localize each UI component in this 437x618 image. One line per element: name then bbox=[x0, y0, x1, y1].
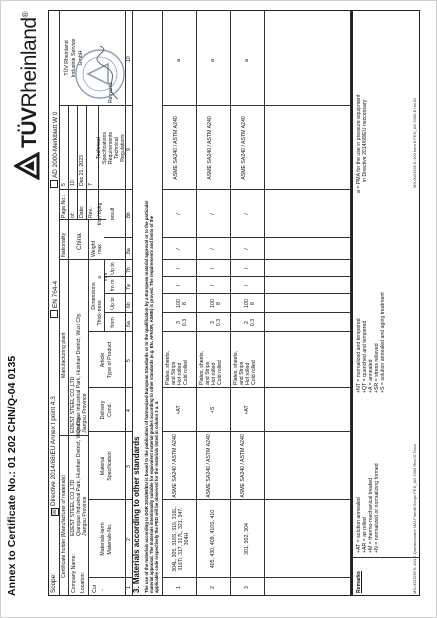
row1-spec: ASME SA240 / ASTM A240 bbox=[172, 434, 178, 498]
colnum-2: 2 bbox=[126, 538, 132, 541]
row1-from2: 0.3 bbox=[182, 318, 188, 327]
legend-col1-1: +AR = as rolled bbox=[362, 517, 368, 553]
tuv-stamp-icon bbox=[70, 44, 130, 104]
colnum-3: 3 bbox=[126, 465, 132, 468]
col-spec2: Specification bbox=[107, 451, 113, 481]
company-label: Company Name: bbox=[71, 554, 77, 593]
row2-article4: Cold rolled bbox=[217, 360, 223, 385]
col-tech1: Technical bbox=[96, 137, 102, 159]
row3-d3: / bbox=[244, 248, 250, 250]
col-materials-term: Materials-term bbox=[100, 522, 106, 556]
page-no-value: 5 bbox=[61, 183, 67, 186]
row3-article4: Cold rolled bbox=[251, 360, 257, 385]
checkbox-empty-icon bbox=[50, 180, 58, 188]
section3-text2: material appraisal. The materials intentionally suitable for equivalent material grades according to other standards (e.g. EN, AFNOR, ASME) is proved. The requirements and limits of the bbox=[149, 215, 154, 593]
row1-article3: Hot rolled bbox=[177, 362, 183, 385]
col-from-2: fro m bbox=[110, 279, 116, 292]
issuer-line2: Industrie Service bbox=[71, 38, 77, 78]
of-value: 10 bbox=[70, 180, 76, 186]
colnum-7a: 7a bbox=[126, 284, 132, 290]
checkbox-empty-icon bbox=[50, 310, 58, 318]
col-tech2: Specifications bbox=[102, 132, 108, 165]
row2-materials: 405, 430, 409, 410S, 410 bbox=[210, 509, 216, 569]
colnum-6a: 6a bbox=[126, 321, 132, 327]
plant-line2: Qianqiao Industrial Park, Huishan District, Wuxi City, bbox=[76, 312, 82, 433]
footer-right: MS-0031559 E-100 form 8 PED_AD 2000-E rev.02 bbox=[412, 97, 417, 188]
col-weight-unit: t/m / t/pkg bbox=[97, 202, 103, 226]
row1-d3: / bbox=[176, 248, 182, 250]
row1-upto1: 100 bbox=[176, 299, 182, 308]
row3-article1: Plates, sheets, bbox=[233, 350, 239, 385]
directive-text: Directive 2014/68/EU Annex I point 4.3 bbox=[50, 396, 57, 506]
row1-w: / bbox=[176, 213, 182, 215]
holder-section-label: Certificate holder (Manufacturer of materials) bbox=[61, 475, 67, 578]
col-spec1: Material bbox=[100, 456, 106, 476]
row3-d2: / bbox=[244, 267, 250, 270]
en-text: EN 764-4 bbox=[52, 281, 59, 308]
date-label: Date: bbox=[79, 205, 85, 218]
row3-article3: Hot rolled bbox=[245, 362, 251, 385]
plant-label: Manufacturing plant bbox=[61, 332, 67, 378]
legend-col2-0: +NT = normalized and tempered bbox=[356, 318, 362, 393]
row2-article3: Hot rolled bbox=[211, 362, 217, 385]
row1-remark: a bbox=[176, 59, 182, 62]
section3-title: 3. Materials according to other standards bbox=[132, 436, 141, 593]
row2-d3: / bbox=[210, 248, 216, 250]
section3-text3: applicable code respectively the PED will be observed for the materials listed in column 3 a. 4. bbox=[154, 400, 159, 593]
row3-materials: 301, 302, 304 bbox=[244, 523, 250, 555]
row3-from1: 2 bbox=[244, 321, 250, 324]
row1-from1: 3 bbox=[176, 321, 182, 324]
colnum-8b: 8b bbox=[126, 212, 132, 218]
legend-col1-3: +N = normalized or normalizing formed bbox=[374, 463, 380, 553]
row2-remark: a bbox=[210, 59, 216, 62]
annex-title: Annex to Certificate No.: 01 202 CHN/Q-04 0135 bbox=[6, 355, 18, 596]
colnum-1: 1 bbox=[126, 586, 132, 589]
legend-col2-3: +SR = stress relieved bbox=[374, 343, 380, 393]
rev-label: Rev.: bbox=[88, 206, 94, 218]
row3-remark: a bbox=[244, 59, 250, 62]
row3-upto1: 100 bbox=[244, 299, 250, 308]
row2-upto1: 100 bbox=[210, 299, 216, 308]
issuer-line3: GmbH bbox=[78, 50, 84, 66]
rev-value: 7 bbox=[88, 183, 94, 186]
row3-upto2: 8 bbox=[250, 302, 256, 305]
row1-tech: ASME SA240 / ASTM A240 bbox=[173, 116, 179, 180]
col-article1: Article bbox=[100, 352, 106, 368]
footer-left: MS-0031559 E-10/LE-Questionnaire MAI-Formfil-Scope PED_AD 2000 Rev.02 Docx bbox=[412, 444, 417, 594]
legend-col1-0: +AT = solution annealed bbox=[356, 497, 362, 553]
date-value: Dec 21, 2023 bbox=[79, 155, 85, 186]
row2-upto2: 8 bbox=[216, 302, 222, 305]
nationality-label: Nationality bbox=[61, 232, 67, 257]
row2-article1: Plates, sheets, bbox=[199, 350, 205, 385]
col-delivery1: Delivery bbox=[100, 400, 106, 420]
nationality-value: China bbox=[76, 233, 83, 250]
row3-d1: / bbox=[244, 284, 250, 287]
row1-article2: and Strips bbox=[171, 361, 177, 385]
row2-spec: ASME SA240 / ASTM A240 bbox=[206, 434, 212, 498]
col-weight2: max bbox=[97, 244, 103, 254]
of-label: of: bbox=[70, 212, 76, 218]
col-diameter-icon: ⌀ bbox=[97, 275, 103, 279]
section3-text1: The use of the materials according to DGR 2014/68/EU is bound to the publication of harmonized European Standards or to the qualification by a European material approval or to the particular bbox=[144, 200, 149, 593]
legend-col2-4: +S = solution annealed and aging treatment bbox=[380, 292, 386, 393]
location-line2: Jiangsu Province bbox=[82, 496, 88, 536]
scope-directive-option[interactable] bbox=[50, 396, 59, 516]
page-no-label: Page No.: bbox=[61, 194, 67, 218]
location-label: Location: bbox=[80, 571, 86, 593]
row2-tech: ASME SA240 / ASTM A240 bbox=[207, 116, 213, 180]
ad-text: AD 2000-Merkblatt W 0 bbox=[52, 111, 59, 178]
row3-from2: 0.3 bbox=[250, 318, 256, 327]
col-upto: Up to bbox=[110, 297, 116, 310]
scope-label: Scope: bbox=[50, 573, 57, 593]
col-dash: - bbox=[100, 589, 106, 591]
row3-w: / bbox=[244, 213, 250, 215]
row3-delivery: +AT bbox=[244, 405, 250, 415]
row2-no: 2 bbox=[210, 586, 216, 589]
legend-remarks-label: Remarks bbox=[356, 571, 362, 593]
location-line1: Qianqiao Industrial Park, Huishan District, Wuxi City, bbox=[76, 415, 82, 536]
row3-tech: ASME SA240 / ASTM A240 bbox=[241, 116, 247, 180]
plant-line3: Jiangsu Province bbox=[82, 393, 88, 433]
row1-article4: Cold rolled bbox=[183, 360, 189, 385]
legend-col2-1: +QT = quenched and tempered bbox=[362, 320, 368, 393]
row3-spec: ASME SA240 / ASTM A240 bbox=[240, 434, 246, 498]
col-tech3: Requirements bbox=[108, 131, 114, 165]
brand-tail: Rheinland bbox=[18, 17, 41, 108]
row2-delivery: +S bbox=[210, 406, 216, 414]
row1-upto2: 8 bbox=[182, 302, 188, 305]
company-name: EDEST STEEL CO.,LTD bbox=[70, 479, 76, 536]
colnum-8a: 8a bbox=[126, 248, 132, 254]
checkbox-checked-icon: ☒ bbox=[52, 509, 58, 515]
col-remarks: Remarks bbox=[108, 82, 114, 103]
col-tech4: Technical bbox=[114, 137, 120, 159]
issuer-line1: TÜV Rheinland bbox=[64, 40, 70, 76]
legend-note2: in Directive 2014/68/EU neccessary bbox=[362, 99, 368, 182]
legend-col1-2: +M = thermo-mechanical treated bbox=[368, 478, 374, 553]
tuv-rheinland-logo bbox=[18, 12, 42, 148]
row2-w: / bbox=[210, 213, 216, 215]
row2-d2: / bbox=[210, 267, 216, 270]
row1-delivery: +AT bbox=[176, 405, 182, 415]
row2-article2: and Strips bbox=[205, 361, 211, 385]
col-upto-2: Up to bbox=[110, 262, 116, 275]
row2-from1: 3 bbox=[210, 321, 216, 324]
row1-d2: / bbox=[176, 267, 182, 270]
colnum-7b: 7b bbox=[126, 267, 132, 273]
colnum-4: 4 bbox=[126, 409, 132, 412]
col-cur: Cur bbox=[92, 584, 98, 593]
col-delivery2: Cond. bbox=[107, 403, 113, 417]
row1-article1: Plates, sheets, bbox=[165, 350, 171, 385]
col-thickness: Thick-ness bbox=[97, 300, 103, 326]
col-article2: Type of Product bbox=[107, 341, 113, 379]
col-dimensions: Dimensions bbox=[91, 282, 97, 310]
row2-d1: / bbox=[210, 284, 216, 287]
colnum-9: 9 bbox=[126, 148, 132, 151]
legend-col2-2: +A = annealed bbox=[368, 359, 374, 393]
colnum-5: 5 bbox=[126, 359, 132, 362]
legend-note1: a = PMA for the use in pressure equipment bbox=[356, 94, 362, 193]
col-from: from bbox=[110, 317, 116, 328]
brand-registered: ® bbox=[21, 12, 30, 18]
row3-no: 3 bbox=[244, 586, 250, 589]
colnum-10: 10 bbox=[126, 56, 132, 62]
col-result: result bbox=[110, 207, 116, 221]
colnum-6b: 6b bbox=[126, 302, 132, 308]
row2-from2: 0.3 bbox=[216, 318, 222, 327]
tuv-triangle-logo-icon bbox=[14, 152, 40, 180]
col-materials-no: Materials-No. bbox=[107, 523, 113, 555]
row1-no: 1 bbox=[176, 586, 182, 589]
row3-article2: and Strips bbox=[239, 361, 245, 385]
row1-materials: 304L, 305, 316S, 316, 316L, 316Ti, 317, 317L, 321, 347, 304H bbox=[172, 506, 190, 572]
row1-d1: / bbox=[176, 284, 182, 287]
col-tech5: Regulations bbox=[120, 134, 126, 162]
plant-line1: EDEST STEEL CO.,LTD bbox=[70, 376, 76, 433]
col-mm: mm bbox=[103, 272, 109, 282]
brand-main: TÜV bbox=[18, 107, 41, 148]
col-weight1: Weight bbox=[91, 240, 97, 258]
